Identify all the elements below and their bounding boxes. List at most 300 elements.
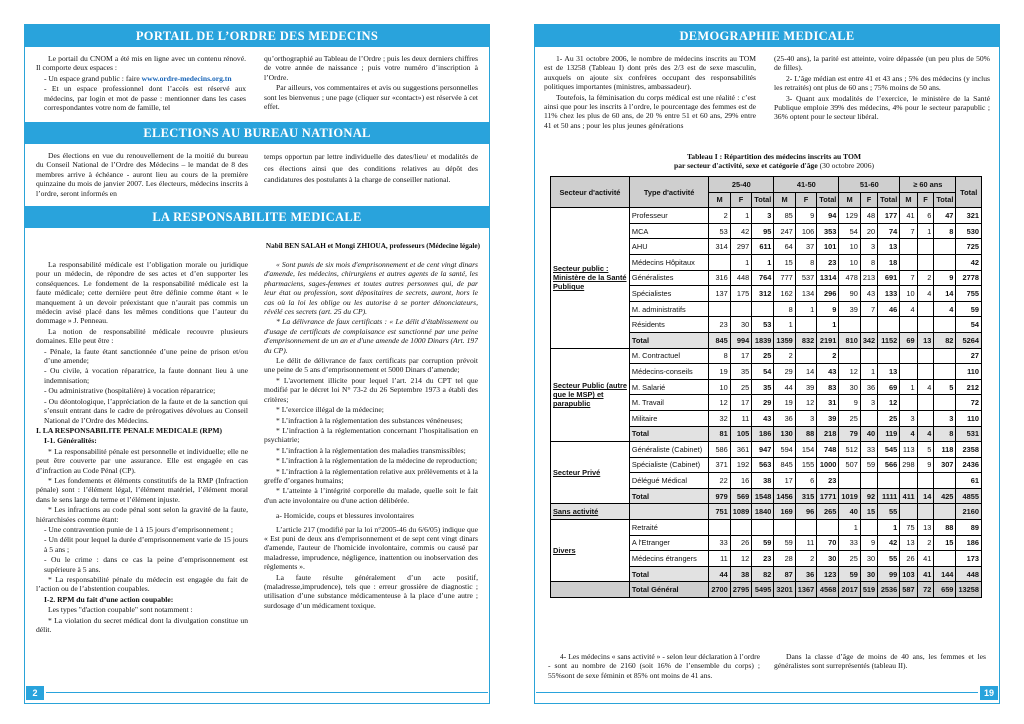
table-cell <box>934 254 956 270</box>
table-cell: 691 <box>878 270 900 286</box>
table-cell: 748 <box>817 442 839 458</box>
table-cell: 512 <box>839 442 860 458</box>
table-cell: 13 <box>878 364 900 380</box>
header-sex: M <box>709 192 730 208</box>
table-cell: 64 <box>774 239 795 255</box>
activity-type: M. Contractuel <box>629 348 708 364</box>
table-cell: 1 <box>817 317 839 333</box>
table-cell: 478 <box>839 270 860 286</box>
table-cell: 30 <box>839 379 860 395</box>
table-cell: 38 <box>730 566 751 582</box>
header-age-group: 51-60 <box>839 177 900 193</box>
table-cell: 13 <box>878 239 900 255</box>
responsabilite-col2-paragraph: « Sont punis de six mois d'emprisonnement et de cent vingt dinars d'amende, les médecins, chirurgiens et autres agents de la santé, les pharmaciens, sages-femmes et toutes autres personnes qui, de par leur état ou profession, sont dépositaires de secrets, auront, hors le cas où la loi les oblige ou les autorise à se porter dénonciateurs, révélé ces secrets (art. 25 du CP). <box>264 260 478 317</box>
table-cell: 22 <box>709 473 730 489</box>
table-cell: 2 <box>709 208 730 224</box>
table-cell: 79 <box>839 426 860 442</box>
responsabilite-col2-paragraph: Le délit de délivrance de faux certificats par corruption prévoit une peine de 5 ans d’emprisonnement et 5000 Dinars d’amende; <box>264 356 478 375</box>
portail-pro-space: - Et un espace professionnel dont l’accès est réservé aux médecins, par login et mot de passe : mentionner dans les cases correspondantes votre nom de famille, tel <box>44 84 246 113</box>
table-cell: 2 <box>817 348 839 364</box>
activity-type: AHU <box>629 239 708 255</box>
activity-type: M. Travail <box>629 395 708 411</box>
table-cell: 307 <box>934 457 956 473</box>
elections-banner: ELECTIONS AU BUREAU NATIONAL <box>25 122 489 144</box>
table-cell <box>900 473 917 489</box>
table-cell: 5 <box>917 442 934 458</box>
table-cell: 25 <box>839 410 860 426</box>
activity-type: Total <box>629 566 708 582</box>
table-cell <box>917 504 934 520</box>
demographie-col2 <box>774 54 990 150</box>
table-title-line1: Tableau I : Répartition des médecins inscrits au TOM <box>686 152 862 161</box>
table-cell: 321 <box>956 208 982 224</box>
table-cell: 2 <box>795 551 816 567</box>
table-cell: 545 <box>878 442 900 458</box>
table-cell <box>917 395 934 411</box>
table-cell: 110 <box>956 410 982 426</box>
table-cell: 43 <box>817 364 839 380</box>
table-cell: 2778 <box>956 270 982 286</box>
demographie-col1 <box>544 54 756 150</box>
responsabilite-col2-paragraph: La faute résulte généralement d’un acte positif, (maladresse,imprudence), tels que : erreur grossière de diagnostic ; utilisation d’une substance médicamenteuse à la place d’une autre ; surdosage d’un médicament toxique. <box>264 572 478 610</box>
elections-text-2: temps opportun par lettre individuelle des dates/lieu/ et modalités de ces élections ainsi que des conditions relatives au dépôt des candidatures des postulants à la charge de conseiller national. <box>264 152 478 185</box>
responsabilite-col2-paragraph: * L’infraction à la réglementation de la médecine de reproduction; <box>276 456 478 466</box>
table-cell: 810 <box>839 332 860 348</box>
table-cell: 14 <box>795 364 816 380</box>
table-cell <box>900 395 917 411</box>
table-cell: 42 <box>956 254 982 270</box>
table-grand-total-row <box>551 582 982 598</box>
table-cell: 2160 <box>956 504 982 520</box>
table-cell: 2017 <box>839 582 860 598</box>
table-cell: 25 <box>839 551 860 567</box>
demographie-bottom-col2 <box>774 652 986 686</box>
left-page <box>24 24 490 704</box>
responsabilite-col2-paragraph: L’article 217 (modifié par la loi n°2005-46 du 6/6/05) indique que « Est puni de deux ans d'emprisonnement et de sept cent vingt dinars d'amende, l'auteur de l'homicide involontaire, commis ou causé par maladresse, imprudence, négligence, inattention ou inobservation des règlements ». <box>264 524 478 572</box>
activity-type: Spécialiste (Cabinet) <box>629 457 708 473</box>
table-cell: 1000 <box>817 457 839 473</box>
activity-type: A l'Etranger <box>629 535 708 551</box>
table-cell: 4 <box>900 426 917 442</box>
table-cell <box>839 317 860 333</box>
table-cell: 36 <box>774 410 795 426</box>
table-cell: 169 <box>774 504 795 520</box>
table-cell: 361 <box>730 442 751 458</box>
table-cell: 33 <box>860 442 877 458</box>
table-cell: 133 <box>878 286 900 302</box>
table-cell: 9 <box>934 270 956 286</box>
header-secteur: Secteur d'activité <box>551 177 630 208</box>
responsabilite-col1-paragraph: * La responsabilité pénale du médecin est engagée du fait de l’action ou de l’abstention coupables. <box>36 575 248 594</box>
table-cell: 10 <box>839 239 860 255</box>
table-cell: 3 <box>860 239 877 255</box>
table-cell: 103 <box>900 566 917 582</box>
table-cell: 519 <box>860 582 877 598</box>
table-cell: 37 <box>795 239 816 255</box>
table-cell <box>752 301 774 317</box>
activity-type: Médecins étrangers <box>629 551 708 567</box>
header-sex: M <box>839 192 860 208</box>
activity-type: M. administratifs <box>629 301 708 317</box>
table-cell: 3 <box>795 410 816 426</box>
table-cell: 1367 <box>795 582 816 598</box>
right-page <box>534 24 1000 704</box>
table-cell: 8 <box>774 301 795 317</box>
table-cell: 9 <box>839 395 860 411</box>
table-cell: 947 <box>752 442 774 458</box>
responsabilite-col1-paragraph: La notion de responsabilité médicale recouvre plusieurs domaines. Elle peut être : <box>36 326 248 346</box>
table-cell: 82 <box>934 332 956 348</box>
table-cell: 7 <box>900 270 917 286</box>
table-cell: 5495 <box>752 582 774 598</box>
responsabilite-col1-paragraph: - Un délit pour lequel la durée d’emprisonnement varie de 15 jours à 5 ans ; <box>44 535 248 554</box>
table-cell: 105 <box>730 426 751 442</box>
table-cell: 87 <box>774 566 795 582</box>
table-cell: 8 <box>934 223 956 239</box>
table-cell: 10 <box>900 286 917 302</box>
table-cell: 177 <box>878 208 900 224</box>
table-cell: 129 <box>839 208 860 224</box>
activity-type: Total <box>629 426 708 442</box>
table-cell <box>878 348 900 364</box>
activity-type: Médecins Hôpitaux <box>629 254 708 270</box>
table-cell: 9 <box>817 301 839 317</box>
table-cell: 10 <box>839 254 860 270</box>
activity-type: Résidents <box>629 317 708 333</box>
table-cell <box>860 410 877 426</box>
table-cell <box>917 301 934 317</box>
table-cell <box>917 317 934 333</box>
demographie-bottom-col1 <box>548 652 760 686</box>
table-cell: 27 <box>956 348 982 364</box>
table-cell: 144 <box>934 566 956 582</box>
table-cell: 44 <box>774 379 795 395</box>
table-cell: 411 <box>900 488 917 504</box>
table-cell: 13258 <box>956 582 982 598</box>
elections-col2 <box>264 151 478 205</box>
table-cell: 31 <box>817 395 839 411</box>
table-cell: 88 <box>934 520 956 536</box>
responsabilite-col2 <box>264 260 478 688</box>
table-cell: 297 <box>730 239 751 255</box>
table-cell: 845 <box>709 332 730 348</box>
table-cell: 186 <box>752 426 774 442</box>
table-cell: 845 <box>774 457 795 473</box>
table-cell: 83 <box>817 379 839 395</box>
demographie-p4: 2- L’âge médian est entre 41 et 43 ans ; 5% des médecins (y inclus les retraités) ont plus de 60 ans ; 75% moins de 50 ans. <box>774 73 990 93</box>
header-sex: Total <box>817 192 839 208</box>
section-name: Secteur Privé <box>551 442 630 504</box>
header-age-group: ≥ 60 ans <box>900 177 956 193</box>
table-cell: 118 <box>934 442 956 458</box>
table-cell <box>839 348 860 364</box>
table-cell: 12 <box>709 395 730 411</box>
header-sex: M <box>774 192 795 208</box>
table-cell: 1111 <box>878 488 900 504</box>
table-cell: 12 <box>730 551 751 567</box>
table-cell <box>878 473 900 489</box>
table-cell: 1359 <box>774 332 795 348</box>
table-cell: 14 <box>917 488 934 504</box>
activity-type: Spécialistes <box>629 286 708 302</box>
table-cell: 979 <box>709 488 730 504</box>
header-sex: F <box>917 192 934 208</box>
portail-link[interactable]: www.ordre-medecins.org.tn <box>141 73 232 83</box>
responsabilite-col1-paragraph: I-1. Généralités: <box>44 436 97 446</box>
table-cell: 725 <box>956 239 982 255</box>
table-cell: 6 <box>917 208 934 224</box>
table-cell: 123 <box>817 566 839 582</box>
table-cell: 30 <box>860 566 877 582</box>
table-cell <box>795 348 816 364</box>
portail-col2-p2: Par ailleurs, vos commentaires et avis ou suggestions personnelles sont les bienvenus ; une page (cliquer sur «contact») est réservée à cet effet. <box>264 83 478 112</box>
table-cell <box>917 239 934 255</box>
table-cell <box>900 239 917 255</box>
table-cell: 155 <box>795 457 816 473</box>
right-footer-line <box>536 692 978 693</box>
table-cell: 4 <box>917 379 934 395</box>
table-cell <box>709 301 730 317</box>
table-cell: 59 <box>860 457 877 473</box>
table-cell <box>730 520 751 536</box>
left-page-number: 2 <box>26 686 44 700</box>
activity-type: Généraliste (Cabinet) <box>629 442 708 458</box>
table-cell: 11 <box>795 535 816 551</box>
table-cell: 5 <box>934 379 956 395</box>
table-cell <box>900 364 917 380</box>
table-cell: 751 <box>709 504 730 520</box>
table-cell: 569 <box>730 488 751 504</box>
table-cell: 247 <box>774 223 795 239</box>
table-cell: 82 <box>752 566 774 582</box>
table-cell: 448 <box>730 270 751 286</box>
table-cell: 42 <box>878 535 900 551</box>
table-cell: 1019 <box>839 488 860 504</box>
table-cell: 23 <box>817 473 839 489</box>
activity-type: Total <box>629 488 708 504</box>
table-cell: 95 <box>752 223 774 239</box>
right-page-number: 19 <box>980 686 998 700</box>
table-cell: 85 <box>774 208 795 224</box>
table-cell: 1840 <box>752 504 774 520</box>
table-cell: 764 <box>752 270 774 286</box>
table-cell: 315 <box>795 488 816 504</box>
elections-text-1: Des élections en vue du renouvellement de la moitié du bureau du Conseil National de l’Ordre des Médecins – le mandat de 8 des membres arrive à échéance - auront lieu au cours de la première quinzaine du mois de janvier 2007. Les électeurs, médecins inscrits à l’ordre, seront informés en <box>36 151 248 198</box>
demographie-p5: 3- Quant aux modalités de l’exercice, le ministère de la Santé Publique emploie 39% des médecins, 4% pour le secteur parapublic ; 36% optent pour le secteur libéral. <box>774 93 990 122</box>
responsabilite-col1-paragraph: Les types "d'action coupable" sont notamment : <box>48 605 193 615</box>
table-cell <box>934 239 956 255</box>
table-cell: 298 <box>900 457 917 473</box>
table-title <box>564 152 984 171</box>
table-cell <box>900 317 917 333</box>
table-cell: 7 <box>900 223 917 239</box>
table-cell: 8 <box>795 254 816 270</box>
section-name: Secteur Public (autre que le MSP) et parapublic <box>551 348 630 442</box>
responsabilite-col1-paragraph: I-2. RPM du fait d’une action coupable: <box>44 594 174 604</box>
table-cell: 1 <box>730 254 751 270</box>
header-sex: Total <box>752 192 774 208</box>
table-cell: 90 <box>839 286 860 302</box>
activity-type: Généralistes <box>629 270 708 286</box>
header-type: Type d'activité <box>629 177 708 208</box>
table-cell: 218 <box>817 426 839 442</box>
table-cell: 119 <box>878 426 900 442</box>
table-cell: 110 <box>956 364 982 380</box>
table-cell: 4 <box>900 301 917 317</box>
table-cell <box>878 317 900 333</box>
table-cell: 53 <box>752 317 774 333</box>
table-cell <box>900 504 917 520</box>
table-cell: 314 <box>709 239 730 255</box>
table-cell: 10 <box>709 379 730 395</box>
table-cell: 4 <box>934 301 956 317</box>
header-age-group: 25-40 <box>709 177 774 193</box>
table-cell: 59 <box>839 566 860 582</box>
table-cell: 186 <box>956 535 982 551</box>
table-cell <box>934 504 956 520</box>
table-cell: 4568 <box>817 582 839 598</box>
portail-col2 <box>264 54 478 116</box>
responsabilite-col1 <box>36 260 248 688</box>
table-header-row <box>551 177 982 193</box>
table-cell: 40 <box>839 504 860 520</box>
demographie-banner: DEMOGRAPHIE MEDICALE <box>535 25 999 47</box>
table-cell: 353 <box>817 223 839 239</box>
table-title-line2: par secteur d'activité, sexe et catégorie d'âge (30 octobre 2006) <box>673 161 875 171</box>
table-cell: 566 <box>878 457 900 473</box>
portail-col2-p1: qu’orthographié au Tableau de l’Ordre ; puis les deux derniers chiffres de votre année de naissance ; puis votre numéro d’inscription à l’Ordre. <box>264 54 478 82</box>
header-total: Total <box>956 177 982 208</box>
portail-intro: Le portail du CNOM a été mis en ligne avec un contenu rénové. Il comporte deux espaces : <box>36 54 246 73</box>
activity-type: Militaire <box>629 410 708 426</box>
table-cell: 54 <box>839 223 860 239</box>
table-cell: 30 <box>817 551 839 567</box>
article-authors: Nabil BEN SALAH et Mongi ZHIOUA, professeurs (Médecine légale) <box>265 242 480 250</box>
table-cell: 92 <box>860 488 877 504</box>
table-cell: 36 <box>860 379 877 395</box>
table-cell: 39 <box>817 410 839 426</box>
table-cell: 3 <box>934 410 956 426</box>
table-cell: 46 <box>878 301 900 317</box>
table-cell: 16 <box>730 473 751 489</box>
responsabilite-col1-paragraph: * La violation du secret médical dont la divulgation constitue un délit. <box>36 615 248 635</box>
responsabilite-col2-paragraph: * L’exercice illégal de la médecine; <box>276 405 384 415</box>
header-sex: Total <box>878 192 900 208</box>
table-cell <box>934 473 956 489</box>
table-cell: 4 <box>917 426 934 442</box>
table-cell: 8 <box>860 254 877 270</box>
table-cell: 39 <box>839 301 860 317</box>
activity-type: Délégué Médical <box>629 473 708 489</box>
table-cell: 36 <box>795 566 816 582</box>
responsabilite-banner: LA RESPONSABILITE MEDICALE <box>25 206 489 228</box>
table-cell: 2 <box>917 270 934 286</box>
table-cell: 30 <box>730 317 751 333</box>
table-cell: 6 <box>795 473 816 489</box>
responsabilite-col1-paragraph: * Les infractions au code pénal sont selon la gravité de la faute, hiérarchisées comme étant: <box>36 505 248 524</box>
table-cell: 173 <box>956 551 982 567</box>
table-cell: 43 <box>752 410 774 426</box>
header-age-group: 41-50 <box>774 177 839 193</box>
table-cell: 1548 <box>752 488 774 504</box>
table-cell <box>730 301 751 317</box>
table-cell: 106 <box>795 223 816 239</box>
table-cell: 9 <box>917 457 934 473</box>
table-row <box>551 348 982 364</box>
table-cell <box>934 364 956 380</box>
table-cell: 26 <box>730 535 751 551</box>
demographie-p3: (25-40 ans), la parité est atteinte, voire dépassée (un peu plus de 50% de filles). <box>774 54 990 73</box>
table-cell <box>917 410 934 426</box>
table-cell: 12 <box>795 395 816 411</box>
table-cell: 70 <box>817 535 839 551</box>
table-cell <box>934 348 956 364</box>
table-cell: 17 <box>774 473 795 489</box>
table-cell: 101 <box>817 239 839 255</box>
table-cell: 531 <box>956 426 982 442</box>
table-cell: 23 <box>817 254 839 270</box>
responsabilite-col1-paragraph: - Ou administrative (hospitalière) à vocation réparatrice; <box>44 386 216 396</box>
activity-type: Professeur <box>629 208 708 224</box>
responsabilite-col1-paragraph: La responsabilité médicale est l’obligation morale ou juridique pour un médecin, de répondre de ses actes et d’en supporter les conséquences. Le fondement de la responsabilité médicale est la faute médicale; cette dernière peut être définie comme étant « le manquement à un devoir préexistant que n’aurait pas commis un médecin avisé placé dans les mêmes conditions que l’auteur du dommage » J. Penneau. <box>36 260 248 326</box>
table-cell: 2436 <box>956 457 982 473</box>
table-cell <box>860 348 877 364</box>
table-cell: 2358 <box>956 442 982 458</box>
table-cell: 19 <box>774 395 795 411</box>
table-cell: 13 <box>900 535 917 551</box>
grand-total-spacer <box>551 582 630 598</box>
responsabilite-col1-paragraph: - Ou civile, à vocation réparatrice, la faute donnant lieu à une indemnisation; <box>44 366 248 385</box>
table-cell: 130 <box>774 426 795 442</box>
table-cell: 55 <box>878 504 900 520</box>
responsabilite-col1-paragraph: I. LA RESPONSABILITE PENALE MEDICALE (RPM) <box>36 425 223 435</box>
table-cell <box>709 254 730 270</box>
table-cell: 265 <box>817 504 839 520</box>
table-cell: 39 <box>795 379 816 395</box>
table-cell: 15 <box>860 504 877 520</box>
table-cell: 3 <box>860 395 877 411</box>
activity-type <box>629 504 708 520</box>
table-cell <box>917 364 934 380</box>
table-cell: 23 <box>709 317 730 333</box>
table-cell: 1152 <box>878 332 900 348</box>
table-cell: 38 <box>752 473 774 489</box>
activity-type: Médecins-conseils <box>629 364 708 380</box>
responsabilite-col2-paragraph: * L’infraction à la réglementation concernant l’hospitalisation en psychiatrie; <box>264 425 478 445</box>
table-cell: 832 <box>795 332 816 348</box>
portail-col1 <box>36 54 246 116</box>
table-cell <box>917 348 934 364</box>
table-cell <box>795 317 816 333</box>
table-cell: 94 <box>817 208 839 224</box>
table-cell: 69 <box>900 332 917 348</box>
table-cell <box>917 473 934 489</box>
table-cell: 47 <box>934 208 956 224</box>
table-cell: 96 <box>795 504 816 520</box>
table-cell: 28 <box>774 551 795 567</box>
table-cell: 54 <box>752 364 774 380</box>
table-cell: 1 <box>752 254 774 270</box>
responsabilite-col1-paragraph: * Les fondements et éléments constitutifs de la RMP (Infraction pénale) sont : l’élément légal, l’élément matériel, l’élément moral dans le sens large du terme et l’élément injuste. <box>36 475 248 504</box>
table-cell: 611 <box>752 239 774 255</box>
table-cell: 35 <box>752 379 774 395</box>
table-cell: 13 <box>917 332 934 348</box>
table-cell: 41 <box>917 566 934 582</box>
activity-type: Total <box>629 332 708 348</box>
table-cell: 2795 <box>730 582 751 598</box>
table-cell: 59 <box>774 535 795 551</box>
table-cell: 53 <box>709 223 730 239</box>
